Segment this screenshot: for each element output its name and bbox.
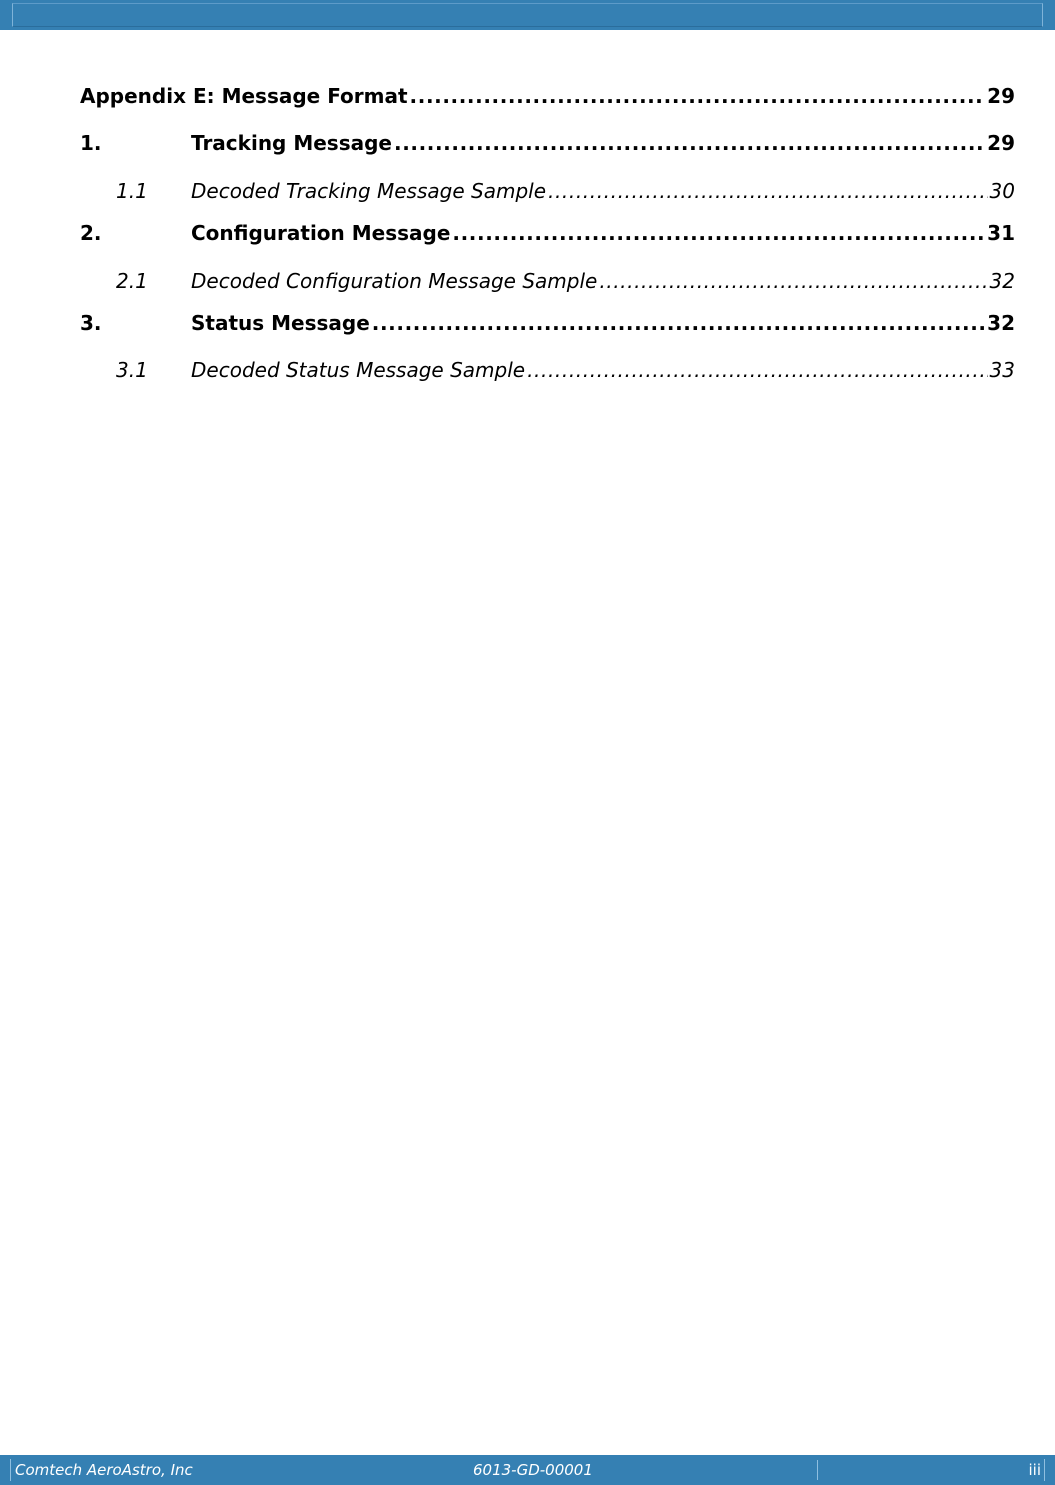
footer-document-number: 6013-GD-00001 bbox=[473, 1461, 593, 1479]
toc-entry-page: 29 bbox=[987, 131, 1015, 155]
toc-entry-title: Status Message bbox=[191, 311, 370, 335]
toc-entry-status-message[interactable] bbox=[80, 311, 1015, 335]
toc-entry-page: 31 bbox=[987, 221, 1015, 245]
toc-entry-number: 3.1 bbox=[116, 358, 148, 382]
toc-entry-number: 1. bbox=[80, 131, 102, 155]
page-header-frame bbox=[12, 3, 1043, 27]
toc-entry-title: Decoded Tracking Message Sample bbox=[191, 179, 546, 203]
toc-entry-page: 29 bbox=[987, 84, 1015, 108]
toc-entry-title: Appendix E: Message Format bbox=[80, 84, 408, 108]
toc-entry-appendix-e[interactable] bbox=[80, 84, 1015, 108]
toc-entry-page: 32 bbox=[989, 269, 1015, 293]
toc-entry-title: Decoded Status Message Sample bbox=[191, 358, 526, 382]
toc-entry-tracking-message[interactable] bbox=[80, 131, 1015, 155]
toc-entry-number: 3. bbox=[80, 311, 102, 335]
toc-dot-leader bbox=[452, 221, 985, 245]
page-footer-frame bbox=[10, 1459, 1045, 1481]
footer-company-name: Comtech AeroAstro, Inc bbox=[15, 1461, 193, 1479]
toc-entry-configuration-message[interactable] bbox=[80, 221, 1015, 245]
toc-dot-leader bbox=[394, 131, 985, 155]
toc-entry-page: 30 bbox=[989, 179, 1015, 203]
toc-entry-decoded-tracking-sample[interactable] bbox=[80, 179, 1015, 203]
toc-dot-leader bbox=[599, 269, 987, 293]
toc-dot-leader bbox=[410, 84, 986, 108]
toc-dot-leader bbox=[548, 179, 988, 203]
toc-entry-number: 1.1 bbox=[116, 179, 148, 203]
toc-entry-number: 2. bbox=[80, 221, 102, 245]
toc-entry-title: Configuration Message bbox=[191, 221, 451, 245]
toc-entry-title: Decoded Configuration Message Sample bbox=[191, 269, 598, 293]
toc-entry-decoded-status-sample[interactable] bbox=[80, 358, 1015, 382]
footer-divider bbox=[817, 1460, 818, 1480]
page-footer-bar bbox=[0, 1455, 1055, 1485]
toc-entry-page: 33 bbox=[989, 358, 1015, 382]
toc-entry-title: Tracking Message bbox=[191, 131, 392, 155]
toc-entry-number: 2.1 bbox=[116, 269, 148, 293]
toc-dot-leader bbox=[372, 311, 985, 335]
footer-page-number: iii bbox=[1028, 1461, 1041, 1479]
toc-dot-leader bbox=[527, 358, 987, 382]
toc-entry-page: 32 bbox=[987, 311, 1015, 335]
toc-entry-decoded-configuration-sample[interactable] bbox=[80, 269, 1015, 293]
page-header-bar bbox=[0, 0, 1055, 30]
